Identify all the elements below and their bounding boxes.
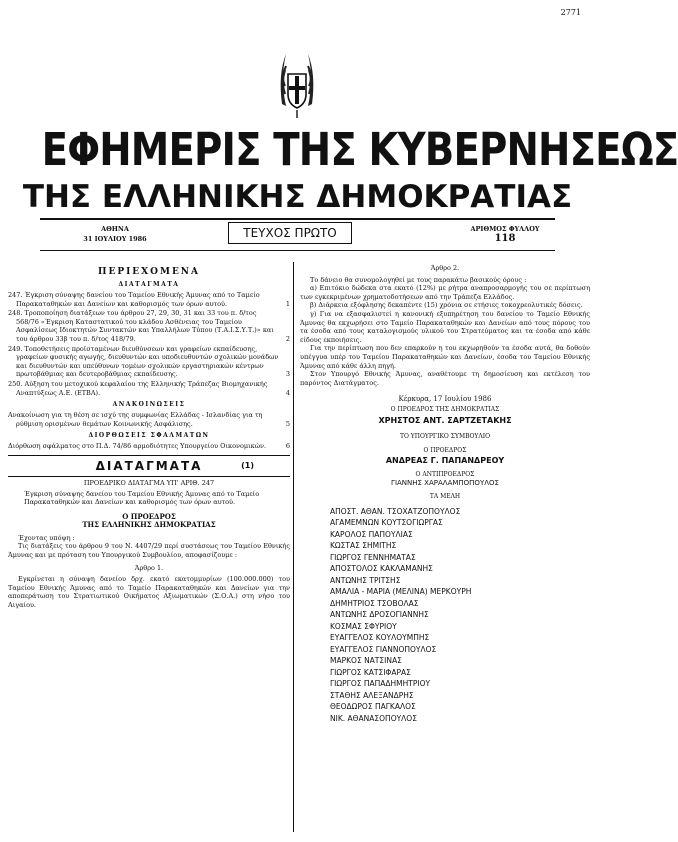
contents-entry-page: 5	[285, 419, 290, 428]
contents-entry-page: 2	[285, 334, 290, 343]
sheet-number-block	[455, 224, 555, 244]
contents-entry-page: 6	[285, 442, 290, 451]
decrees-heading-text: ΔΙΑΤΑΓΜΑΤΑ	[95, 458, 203, 473]
considering-text: Τις διατάξεις του άρθρου 9 του Ν. 4407/29 περί συστάσεως του Ταμείου Εθνικής Άμυνας και με πρόταση του Υπουργικού Συμβουλίου, αποφασίζουμε :	[8, 542, 290, 560]
contents-entry-text: Ανακοίνωση για τη θέση σε ισχύ της συμφωνίας Ελλάδας - Ισλανδίας για τη ρύθμιση ορισμένων θεμάτων Κοινωνικής Ασφάλισης.	[8, 411, 263, 428]
place-date-signed: Κέρκυρα, 17 Ιουλίου 1986	[398, 395, 492, 404]
terms-list	[300, 284, 590, 344]
members-title: ΤΑ ΜΕΛΗ	[429, 493, 461, 501]
member-name: ΑΝΤΩΝΗΣ ΔΡΟΣΟΓΙΑΝΝΗΣ	[330, 610, 429, 620]
member-name: ΘΕΟΔΩΡΟΣ ΠΑΓΚΑΛΟΣ	[330, 702, 416, 712]
decree-subject: Έγκριση σύναψης δανείου του Ταμείου Εθνικής Άμυνας από το Ταμείο Παρακαταθηκών και Δανείων και καθορισμός των όρων αυτού.	[24, 489, 260, 507]
issue-date: 31 ΙΟΥΛΙΟΥ 1986	[83, 235, 147, 243]
contents-entry-page: 1	[285, 299, 290, 308]
member-name: ΑΓΑΜΕΜΝΩΝ ΚΟΥΤΣΟΓΙΩΡΓΑΣ	[330, 518, 443, 528]
signatory-title: Ο ΠΡΟΕΔΡΟΣ ΤΗΣ ΔΗΜΟΚΡΑΤΙΑΣ	[390, 405, 500, 413]
considering-heading: Έχοντας υπόψη :	[18, 533, 75, 542]
member-name: ΑΠΟΣΤ. ΑΘΑΝ. ΤΣΟΧΑΤΖΟΠΟΥΛΟΣ	[330, 506, 461, 516]
gazette-subtitle: ΤΗΣ ΕΛΛΗΝΙΚΗΣ ΔΗΜΟΚΡΑΤΙΑΣ	[22, 179, 573, 215]
contents-heading: ΠΕΡΙΕΧΟΜΕΝΑ	[97, 267, 201, 277]
contents-list	[8, 281, 290, 451]
member-name: ΑΜΑΛΙΑ - ΜΑΡΙΑ (ΜΕΛΙΝΑ) ΜΕΡΚΟΥΡΗ	[330, 587, 472, 597]
contents-entry	[8, 345, 290, 379]
decree-label: ΠΡΟΕΔΡΙΚΟ ΔΙΑΤΑΓΜΑ ΥΠ' ΑΡΙΘ. 247	[83, 478, 215, 487]
contents-entry	[8, 442, 290, 451]
sheet-number: 118	[494, 233, 516, 244]
execution-paragraph: Στον Υπουργό Εθνικής Άμυνας, αναθέτουμε τη δημοσίευση και εκτέλεση του παρόντος Διατάγματος.	[300, 370, 590, 387]
signatory-name: ΧΡΗΣΤΟΣ ΑΝΤ. ΣΑΡΤΖΕΤΑΚΗΣ	[378, 415, 512, 425]
sheet-label: ΑΡΙΘΜΟΣ ΦΥΛΛΟΥ	[470, 225, 540, 233]
article1-title: Άρθρο 1.	[134, 563, 164, 572]
article2-intro: Το δάνειο θα συνομολογηθεί με τους παρακάτω βασικούς όρους :	[310, 275, 527, 284]
loan-term: α) Επιτόκιο δώδεκα στα εκατό (12%) με ρήτρα αναπροσαρμογής του σε περίπτωση των εγκεκριμένων χρηματοδοτήσεων από την Τράπεζα Ελλάδος.	[300, 284, 590, 301]
right-column	[300, 264, 590, 724]
president-republic: ΤΗΣ ΕΛΛΗΝΙΚΗΣ ΔΗΜΟΚΡΑΤΙΑΣ	[82, 520, 216, 530]
issue-box: ΤΕΥΧΟΣ ΠΡΩΤΟ	[228, 222, 352, 244]
contents-entry-page: 3	[285, 370, 290, 379]
article1-text: Εγκρίνεται η σύναψη δανείου δρχ. εκατό εκατομμυρίων (100.000.000) του Ταμείου Εθνικής Άμυνας από το Ταμείο Παρακαταθηκών και Δανείων για την αποπεράτωση του Στρατιωτικού Οικήματος Αξιωματικών (Σ.Ο.Α.) στη νήσο του Αιγαίου.	[8, 575, 290, 610]
contents-section-heading: ΔΙΑΤΑΓΜΑΤΑ	[118, 281, 180, 288]
left-column	[8, 264, 290, 610]
guarantee-paragraph: Για την περίπτωση που δεν επαρκούν η του εκχωρηθούν τα έσοδα αυτά, θα δοθούν υπέγγυα υπέρ του Ταμείου Παρακαταθηκών και Δανείων, έσοδα του Ταμείου Εθνικής Άμυνας από κάθε άλλη πηγή.	[300, 344, 590, 370]
pm-title: Ο ΠΡΟΕΔΡΟΣ	[423, 447, 467, 455]
loan-term: β) Διάρκεια εξόφλησης δεκαπέντε (15) χρόνια σε ετήσιες τοκοχρεολυτικές δόσεις.	[310, 301, 583, 310]
contents-entry-text: 248. Τροποποίηση διατάξεων του άρθρου 27, 29, 30, 31 και 33 του π. δ/τος 568/76 «Έγκριση Καταστατικού του κλάδου Ασθένειας του Ταμείου Ασφαλίσεως Ιδιοκτητών Συντακτών και Υπαλλήλων Τύπου (Τ.Α.Ι.Σ.Υ.Τ.)» και του άρθρου 33β του π. δ/τος 418/79.	[8, 309, 274, 343]
header-bottom-rule	[40, 250, 555, 251]
page-number: 2771	[560, 8, 581, 17]
contents-entry-text: Διόρθωση σφάλματος στο Π.Δ. 74/86 αρμοδιότητες Υπουργείου Οικονομικών.	[8, 442, 267, 451]
loan-term: γ) Για να εξασφαλιστεί η κανονική εξυπηρέτηση του δανείου το Ταμείο Εθνικής Άμυνας θα εκχωρήσει στο Ταμείο Παρακαταθηκών και Δανείων από τους πόρους του τα έσοδα από τους καταλογισμούς υλικού του Στρατεύματος και τα έσοδα από κάθε είδους εκποιήσεις.	[300, 309, 590, 344]
pm-name: ΑΝΔΡΕΑΣ Γ. ΠΑΠΑΝΔΡΕΟΥ	[385, 455, 505, 465]
contents-entry-text: 249. Τοποθετήσεις προϊσταμένων διευθύνσεων και γραφείων εκπαίδευσης, γραφείων φυσικής αγωγής, διευθυντών και υποδιευθυντών σχολικών μονάδων και διευθυντών και υπεύθυνων τομέων σχολικών εργαστηριακών κέντρων πρωτοβάθμιας και δευτεροβάθμιας εκπαίδευσης.	[8, 344, 279, 379]
member-name: ΑΝΤΩΝΗΣ ΤΡΙΤΣΗΣ	[330, 575, 401, 585]
member-name: ΕΥΑΓΓΕΛΟΣ ΓΙΑΝΝΟΠΟΥΛΟΣ	[330, 644, 437, 654]
coat-of-arms-emblem	[276, 34, 318, 120]
decree-number: (1)	[241, 460, 254, 470]
column-divider	[293, 262, 294, 832]
member-name: ΓΙΩΡΓΟΣ ΠΑΠΑΔΗΜΗΤΡΙΟΥ	[330, 679, 431, 689]
deputy-title: Ο ΑΝΤΙΠΡΟΕΔΡΟΣ	[415, 470, 475, 478]
member-name: ΚΟΣΜΑΣ ΣΦΥΡΙΟΥ	[330, 621, 397, 631]
decrees-heading	[8, 455, 290, 477]
contents-entry	[8, 380, 290, 397]
member-name: ΣΤΑΘΗΣ ΑΛΕΞΑΝΔΡΗΣ	[330, 690, 414, 700]
council-title: ΤΟ ΥΠΟΥΡΓΙΚΟ ΣΥΜΒΟΥΛΙΟ	[399, 432, 491, 440]
place-date	[60, 224, 170, 244]
member-name: ΓΙΩΡΓΟΣ ΓΕΝΝΗΜΑΤΑΣ	[330, 552, 416, 562]
member-name: ΓΙΩΡΓΟΣ ΚΑΤΣΙΦΑΡΑΣ	[330, 667, 411, 677]
contents-entry-page: 4	[285, 388, 290, 397]
contents-entry	[8, 411, 290, 428]
place-label: ΑΘΗΝΑ	[101, 225, 129, 233]
contents-entry-text: 250. Αύξηση του μετοχικού κεφαλαίου της Ελληνικής Τράπεζας Βιομηχανικής Αναπτύξεως Α.Ε. (ΕΤΒΑ).	[8, 379, 268, 397]
header-rule	[40, 218, 555, 220]
article2-title: Άρθρο 2.	[430, 264, 460, 272]
president-title: Ο ΠΡΟΕΔΡΟΣ	[122, 511, 176, 521]
member-name: ΚΩΣΤΑΣ ΣΗΜΙΤΗΣ	[330, 541, 397, 551]
members-list	[300, 506, 590, 725]
member-name: ΑΠΟΣΤΟΛΟΣ ΚΑΚΛΑΜΑΝΗΣ	[330, 564, 433, 574]
member-name: ΔΗΜΗΤΡΙΟΣ ΤΣΟΒΟΛΑΣ	[330, 598, 419, 608]
gazette-title: ΕΦΗΜΕΡΙΣ ΤΗΣ ΚΥΒΕΡΝΗΣΕΩΣ	[41, 123, 678, 176]
member-name: ΚΑΡΟΛΟΣ ΠΑΠΟΥΛΙΑΣ	[330, 529, 413, 539]
deputy-name: ΓΙΑΝΝΗΣ ΧΑΡΑΛΑΜΠΟΠΟΥΛΟΣ	[391, 479, 499, 488]
member-name: ΕΥΑΓΓΕΛΟΣ ΚΟΥΛΟΥΜΠΗΣ	[330, 633, 430, 643]
member-name: ΜΑΡΚΟΣ ΝΑΤΣΙΝΑΣ	[330, 656, 402, 666]
contents-entry	[8, 291, 290, 308]
contents-section-heading: ΔΙΟΡΘΩΣΕΙΣ ΣΦΑΛΜΑΤΩΝ	[88, 432, 210, 440]
contents-entry	[8, 309, 290, 343]
contents-section-heading: ΑΝΑΚΟΙΝΩΣΕΙΣ	[112, 401, 186, 409]
member-name: ΝΙΚ. ΑΘΑΝΑΣΟΠΟΥΛΟΣ	[330, 713, 417, 723]
contents-entry-text: 247. Έγκριση σύναψης δανείου του Ταμείου Εθνικής Άμυνας από το Ταμείο Παρακαταθηκών και Δανείων και καθορισμός των όρων αυτού.	[8, 291, 260, 308]
